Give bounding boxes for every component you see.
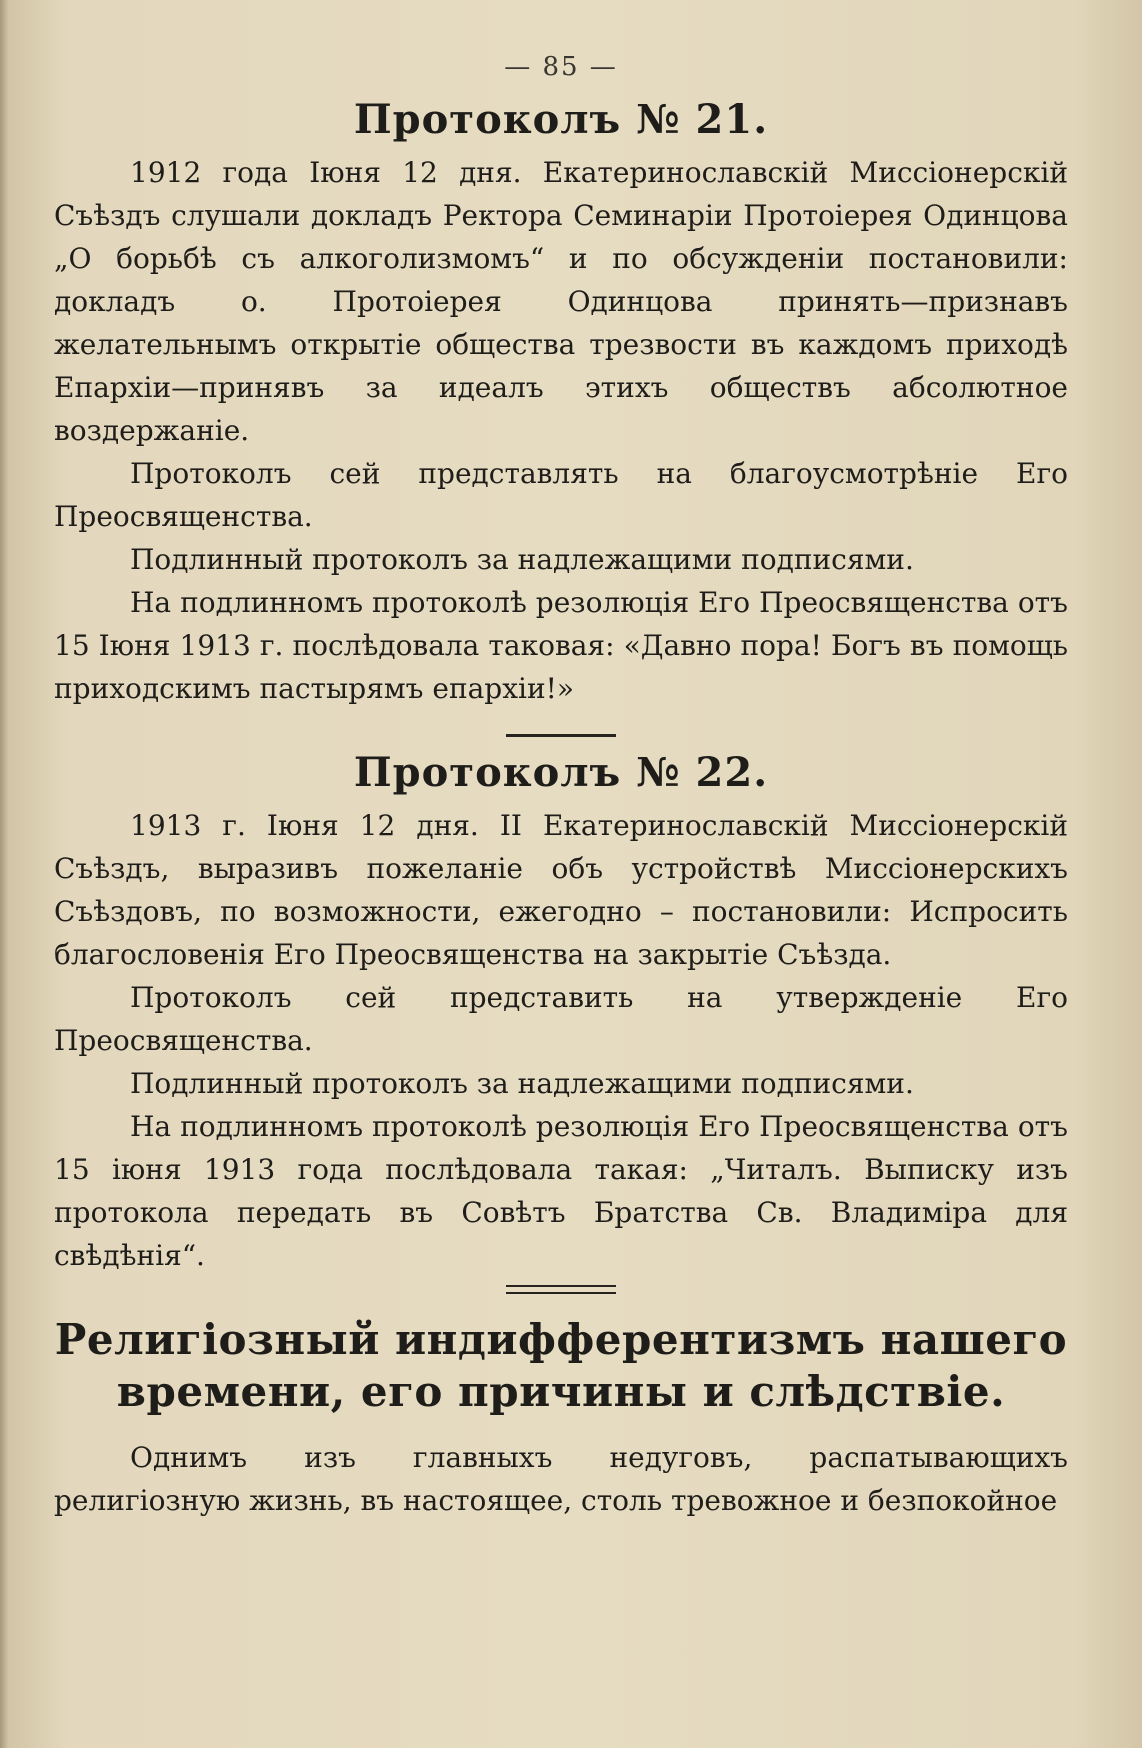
article-paragraph: Однимъ изъ главныхъ недуговъ, распатывающихъ религіозную жизнь, въ настоящее, столь тревожное и безпокойное <box>54 1441 1068 1517</box>
protocol-21-paragraph: Протоколъ сей представлять на благоусмотрѣніе Его Преосвященства. <box>54 457 1068 533</box>
page-binding-edge <box>0 0 8 1748</box>
protocol-22-paragraph: 1913 г. Іюня 12 дня. II Екатеринославскій Миссіонерскій Съѣздъ, выразивъ пожеланіе объ устройствѣ Миссіонерскихъ Съѣздовъ, по возможности, ежегодно – постановили: Испросить благословенія Его Преосвященства на закрытіе Съѣзда. <box>54 809 1068 971</box>
protocol-22-section <box>54 749 1068 1277</box>
double-rule-divider <box>506 1285 616 1294</box>
section-divider <box>506 734 616 737</box>
article-section <box>54 1314 1068 1522</box>
protocol-22-title: Протоколъ № 22. <box>353 749 769 796</box>
page-number: — 85 — <box>504 52 618 82</box>
protocol-21-section <box>54 96 1068 710</box>
protocol-22-paragraph: Протоколъ сей представить на утвержденіе Его Преосвященства. <box>54 981 1068 1057</box>
protocol-21-title: Протоколъ № 21. <box>353 96 769 143</box>
article-title: Религіозный индифферентизмъ нашего времени, его причины и слѣдствіе. <box>54 1315 1068 1416</box>
protocol-22-paragraph: На подлинномъ протоколѣ резолюція Его Преосвященства отъ 15 іюня 1913 года послѣдовала такая: „Читалъ. Выписку изъ протокола передать въ Совѣтъ Братства Св. Владиміра для свѣдѣнія“. <box>54 1110 1068 1272</box>
protocol-22-paragraph: Подлинный протоколъ за надлежащими подписями. <box>130 1067 914 1100</box>
protocol-21-paragraph: На подлинномъ протоколѣ резолюція Его Преосвященства отъ 15 Іюня 1913 г. послѣдовала таковая: «Давно пора! Богъ въ помощь приходскимъ пастырямъ епархіи!» <box>54 586 1068 705</box>
protocol-21-paragraph: Подлинный протоколъ за надлежащими подписями. <box>130 543 914 576</box>
protocol-21-paragraph: 1912 года Іюня 12 дня. Екатеринославскій Миссіонерскій Съѣздъ слушали докладъ Ректора Семинаріи Протоіерея Одинцова „О борьбѣ съ алкоголизмомъ“ и по обсужденіи постановили: докладъ о. Протоіерея Одинцова принять—признавъ желательнымъ открытіе общества трезвости въ каждомъ приходѣ Епархіи—принявъ за идеалъ этихъ обществъ абсолютное воздержаніе. <box>54 156 1068 447</box>
